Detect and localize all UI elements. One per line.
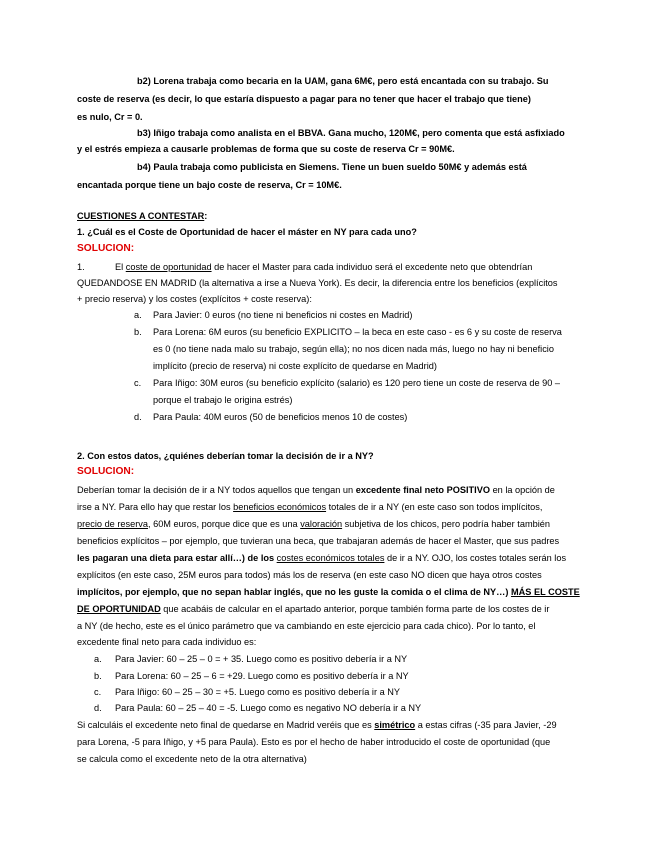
q2-final-line-3: se calcula como el excedente neto de la otra alternativa) bbox=[77, 754, 307, 764]
b2-line-1: b2) Lorena trabaja como becaria en la UAM, gana 6M€, pero está encantada con su trabajo. Su bbox=[137, 76, 549, 86]
q2-paragraph-line-2: irse a NY. Para ello hay que restar los beneficios económicos totales de ir a NY (en este caso son todos implícitos, bbox=[77, 502, 543, 512]
b4-line-2: encantada porque tiene un bajo coste de reserva, Cr = 10M€. bbox=[77, 180, 342, 190]
q1-item-d: Para Paula: 40M euros (50 de beneficios menos 10 de costes) bbox=[153, 412, 408, 422]
q2-item-d: Para Paula: 60 – 25 – 40 = -5. Luego como es negativo NO debería ir a NY bbox=[115, 703, 422, 713]
q1-item-c-line-1: Para Iñigo: 30M euros (su beneficio explícito (salario) es 120 pero tiene un coste de reserva de 90 – bbox=[153, 378, 561, 388]
q2-item-b-marker: b. bbox=[94, 671, 102, 681]
q2-paragraph-line-6: explícitos (en este caso, 25M euros para todos) más los de reserva (en este caso NO dicen que haya otros costes bbox=[77, 570, 542, 580]
q2-paragraph-line-3: precio de reserva, 60M euros, porque dice que es una valoración subjetiva de los chicos, pero podría haber también bbox=[77, 519, 550, 529]
q2-item-a: Para Javier: 60 – 25 – 0 = + 35. Luego como es positivo debería ir a NY bbox=[115, 654, 408, 664]
q1-item-b-line-2: es 0 (no tiene nada malo su trabajo, según ella); no nos dicen nada más, luego no hay ni beneficio bbox=[153, 344, 554, 354]
b2-line-3: es nulo, Cr = 0. bbox=[77, 112, 143, 122]
q1-item-c-marker: c. bbox=[134, 378, 142, 388]
q2-paragraph-line-10: excedente final neto para cada individuo es: bbox=[77, 637, 257, 647]
q2-item-c: Para Iñigo: 60 – 25 – 30 = +5. Luego como es positivo debería ir a NY bbox=[115, 687, 400, 697]
q2-item-c-marker: c. bbox=[94, 687, 102, 697]
q2-paragraph-line-8: DE OPORTUNIDAD que acabáis de calcular en el apartado anterior, porque también forma parte de los costes de ir bbox=[77, 604, 550, 614]
cuestiones-heading: CUESTIONES A CONTESTAR: bbox=[77, 211, 208, 221]
q2-paragraph-line-9: a NY (de hecho, este es el único parámetro que va cambiando en este ejercicio para cada chico). Por lo tanto, el bbox=[77, 621, 536, 631]
b4-line-1: b4) Paula trabaja como publicista en Siemens. Tiene un buen sueldo 50M€ y además está bbox=[137, 162, 527, 172]
q1-paragraph-line-3: + precio reserva) y los costes (explícitos + coste reserva): bbox=[77, 294, 312, 304]
q1-paragraph-line-1: 1. El coste de oportunidad de hacer el Master para cada individuo será el excedente neto que obtendrían bbox=[77, 262, 533, 272]
q2-item-b: Para Lorena: 60 – 25 – 6 = +29. Luego como es positivo debería ir a NY bbox=[115, 671, 409, 681]
q2-paragraph-line-7: implícitos, por ejemplo, que no sepan hablar inglés, que no les guste la comida o el clima de NY…) MÁS EL COSTE bbox=[77, 587, 580, 597]
q1-item-a-marker: a. bbox=[134, 310, 142, 320]
q1-item-b-marker: b. bbox=[134, 327, 142, 337]
q2-paragraph-line-5: les pagaran una dieta para estar allí…) de los costes económicos totales de ir a NY. OJO, los costes totales serán los bbox=[77, 553, 567, 563]
q1-item-b-line-3: implícito (precio de reserva) ni coste explícito de quedarse en Madrid) bbox=[153, 361, 437, 371]
q2-final-line-1: Si calculáis el excedente neto final de quedarse en Madrid veréis que es simétrico a estas cifras (-35 para Javier, -29 bbox=[77, 720, 557, 730]
q2-paragraph-line-1: Deberían tomar la decisión de ir a NY todos aquellos que tengan un excedente final neto POSITIVO en la opción de bbox=[77, 485, 555, 495]
b3-line-2: y el estrés empieza a causarle problemas de forma que su coste de reserva Cr = 90M€. bbox=[77, 144, 455, 154]
q1-item-d-marker: d. bbox=[134, 412, 142, 422]
q2-paragraph-line-4: beneficios explícitos – por ejemplo, que tuvieran una beca, que trabajaran además de hacer el Master, que sus padres bbox=[77, 536, 560, 546]
b2-line-2: coste de reserva (es decir, lo que estaría dispuesto a pagar para no tener que hacer el trabajo que tiene) bbox=[77, 94, 531, 104]
q1-item-b-line-1: Para Lorena: 6M euros (su beneficio EXPLICITO – la beca en este caso - es 6 y su coste de reserva bbox=[153, 327, 562, 337]
question-1: 1. ¿Cuál es el Coste de Oportunidad de hacer el máster en NY para cada uno? bbox=[77, 227, 417, 237]
q1-item-c-line-2: porque el trabajo le origina estrés) bbox=[153, 395, 293, 405]
question-2: 2. Con estos datos, ¿quiénes deberían tomar la decisión de ir a NY? bbox=[77, 451, 374, 461]
b3-line-1: b3) Iñigo trabaja como analista en el BBVA. Gana mucho, 120M€, pero comenta que está asfixiado bbox=[137, 128, 565, 138]
solucion-2-label: SOLUCION: bbox=[77, 466, 135, 477]
q1-item-a: Para Javier: 0 euros (no tiene ni beneficios ni costes en Madrid) bbox=[153, 310, 413, 320]
solucion-1-label: SOLUCION: bbox=[77, 243, 135, 254]
q1-paragraph-line-2: QUEDANDOSE EN MADRID (la alternativa a irse a Nueva York). Es decir, la diferencia entre los beneficios (explícitos bbox=[77, 278, 558, 288]
q2-item-a-marker: a. bbox=[94, 654, 102, 664]
q2-final-line-2: para Lorena, -5 para Iñigo, y +5 para Paula). Esto es por el hecho de haber introducido el coste de oportunidad (que bbox=[77, 737, 551, 747]
q2-item-d-marker: d. bbox=[94, 703, 102, 713]
